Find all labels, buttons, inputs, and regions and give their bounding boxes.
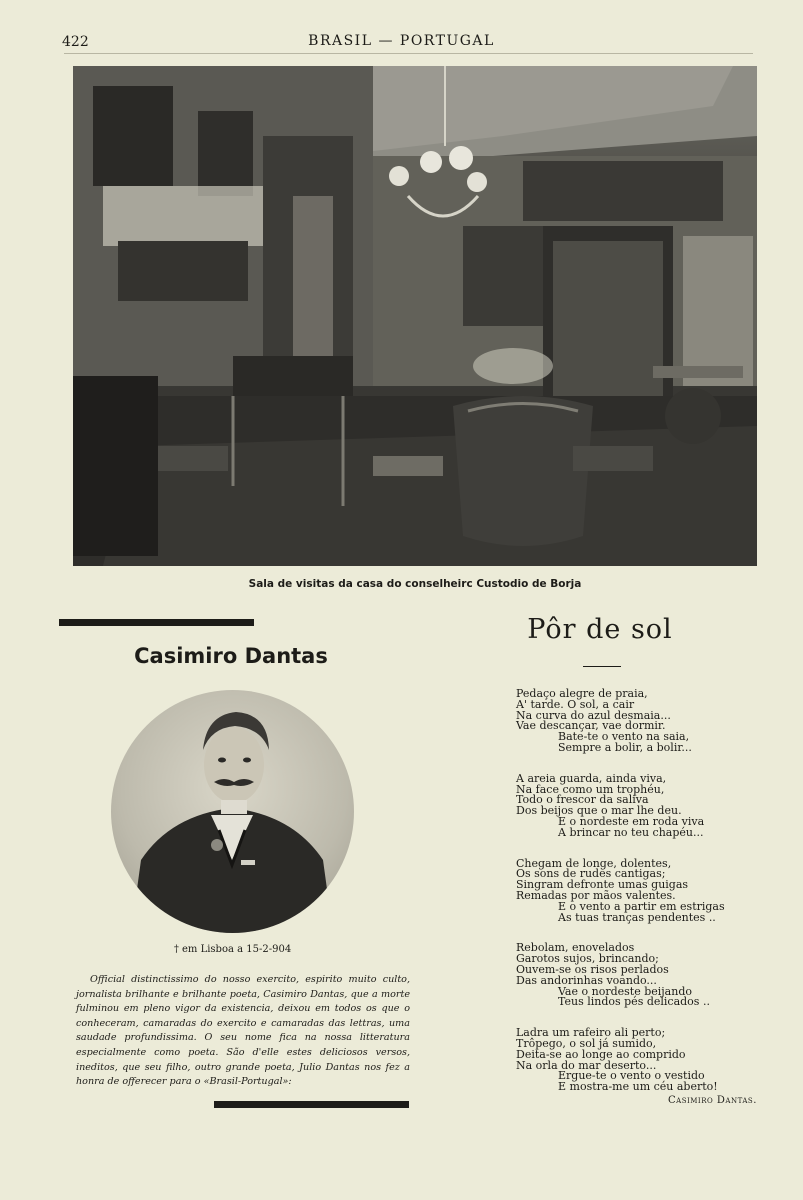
- poem-author: Casimiro Dantas.: [668, 1095, 757, 1106]
- poem-line: A brincar no teu chapéu...: [558, 825, 704, 839]
- poem-line: Na face como um trophéu,: [516, 782, 665, 796]
- poem-line: Vae o nordeste beijando: [558, 984, 692, 998]
- poem-line: Todo o frescor da saliva: [516, 793, 649, 807]
- salon-photograph: [73, 66, 757, 566]
- poem-line: E o vento a partir em estrigas: [558, 899, 725, 913]
- poem-line: Trôpego, o sol já sumido,: [516, 1036, 657, 1050]
- poem-line: E o nordeste em roda viva: [558, 814, 705, 828]
- poem-stanza-3: [516, 856, 746, 924]
- poem-line: Ladra um rafeiro ali perto;: [516, 1026, 666, 1040]
- article-body: Official distinctissimo do nosso exercito, espirito muito culto, jornalista brilhante e brilhante poeta, Casimiro Dantas, que a morte fulminou em pleno vigor da existencia, deixou em todos os que o conheceram, camaradas do exercito e camaradas das lettras, uma saudade profundissima. O seu nome fica na nossa litteratura especialmente como poeta. São d'elle estes deliciosos versos, ineditos, que seu filho, outro grande poeta, Julio Dantas nos fez a honra de offerecer para o «Brasil-Portugal»:: [76, 974, 410, 1088]
- poem-line: Teus lindos pés delicados ..: [558, 995, 710, 1009]
- portrait-photograph: [111, 690, 354, 933]
- poem-line: Na curva do azul desmaia...: [516, 708, 671, 722]
- section-divider-top: [59, 619, 254, 626]
- poem-title-rule: [583, 666, 621, 667]
- poem-line: Remadas por mãos valentes.: [516, 888, 676, 902]
- page-number: 422: [62, 34, 89, 50]
- poem-line: Os sons de rudes cantigas;: [516, 867, 666, 881]
- portrait-caption: † em Lisboa a 15-2-904: [173, 944, 292, 955]
- poem-body: [516, 689, 746, 1113]
- salon-illustration: [73, 66, 757, 566]
- poem-line: Ouvem-se os risos perlados: [516, 962, 669, 976]
- poem-line: Deita-se ao longe ao comprido: [516, 1047, 686, 1061]
- poem-line: Bate-te o vento na saia,: [558, 730, 690, 744]
- poem-line: Pedaço alegre de praia,: [516, 687, 648, 700]
- portrait-illustration: [111, 690, 354, 933]
- running-title: BRASIL — PORTUGAL: [308, 33, 495, 49]
- poem-stanza-5: [516, 1028, 746, 1093]
- poem-line: A areia guarda, ainda viva,: [516, 771, 667, 785]
- poem-line: Das andorinhas voando...: [516, 973, 657, 987]
- poem-line: Vae descançar, vae dormir.: [516, 719, 666, 733]
- article-title: Casimiro Dantas: [134, 644, 328, 668]
- poem-line: Singram defronte umas guigas: [516, 878, 689, 892]
- poem-line: As tuas tranças pendentes ..: [558, 910, 716, 924]
- poem-line: A' tarde. O sol, a cair: [516, 697, 635, 711]
- poem-line: Ergue-te o vento o vestido: [558, 1069, 705, 1083]
- poem-line: Na orla do mar deserto...: [516, 1058, 657, 1072]
- header-rule: [64, 53, 753, 54]
- poem-stanza-2: [516, 771, 746, 839]
- poem-line: E mostra-me um céu aberto!: [558, 1080, 718, 1094]
- poem-line: Garotos sujos, brincando;: [516, 952, 659, 966]
- poem-line: Sempre a bolir, a bolir...: [558, 740, 692, 754]
- poem-line: Rebolam, enovelados: [516, 941, 635, 955]
- poem-stanza-4: [516, 943, 746, 1008]
- section-divider-bottom: [214, 1101, 409, 1108]
- photo-caption: Sala de visitas da casa do conselheirc Custodio de Borja: [248, 578, 582, 590]
- poem-line: Chegam de longe, dolentes,: [516, 856, 672, 870]
- poem-stanza-1: [516, 689, 746, 754]
- poem-line: Dos beijos que o mar lhe deu.: [516, 804, 682, 818]
- poem-title: Pôr de sol: [527, 614, 673, 645]
